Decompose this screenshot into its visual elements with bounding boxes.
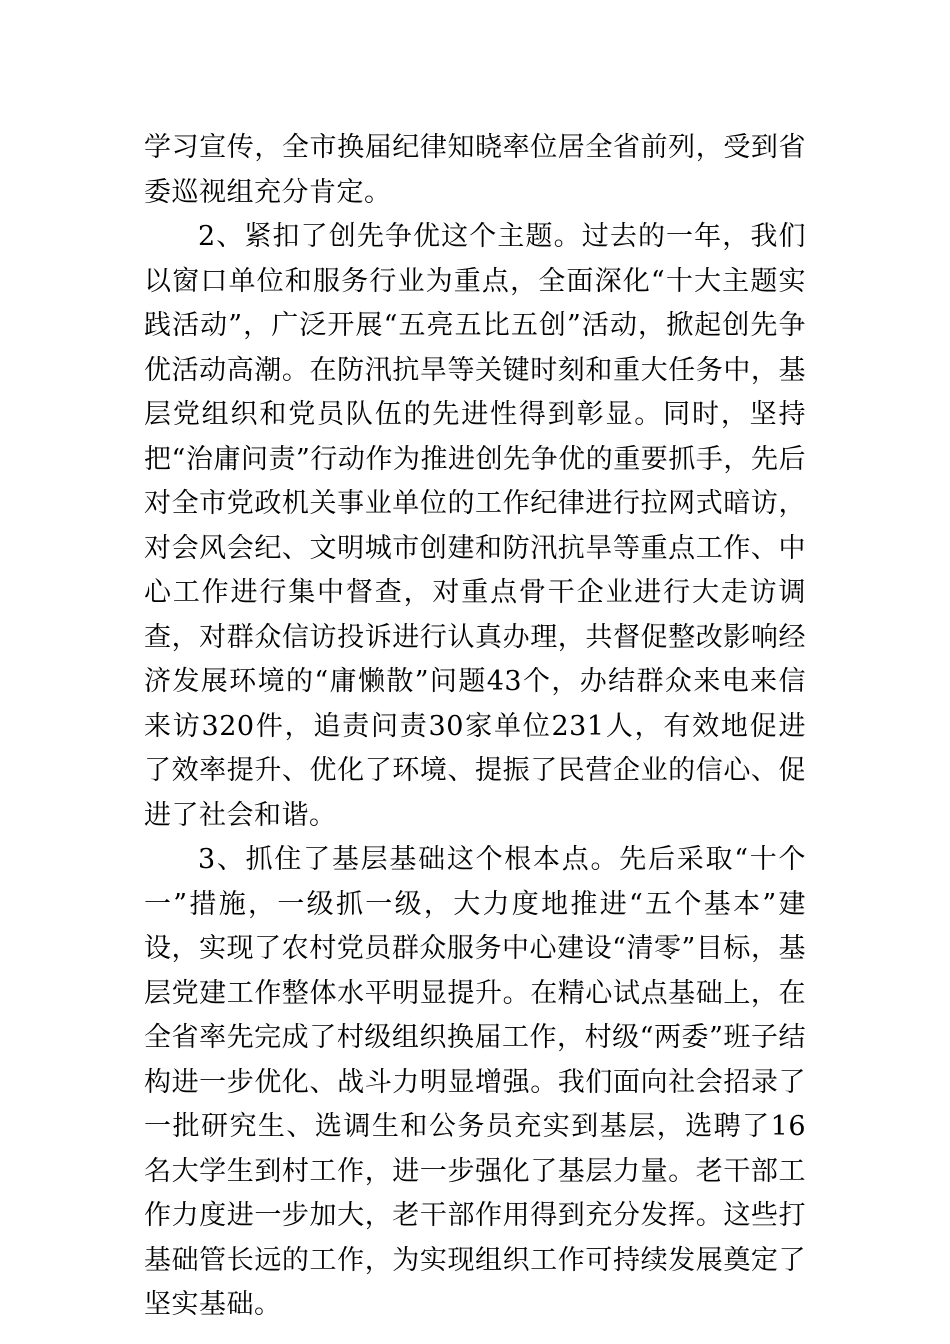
paragraph-item-2: 2、紧扣了创先争优这个主题。过去的一年，我们以窗口单位和服务行业为重点，全面深化“十大主题实践活动”，广泛开展“五亮五比五创”活动，掀起创先争优活动高潮。在防汛抗旱等关键时刻和重大任务中，基层党组织和党员队伍的先进性得到彰显。同时，坚持把“治庸问责”行动作为推进创先争优的重要抓手，先后对全市党政机关事业单位的工作纪律进行拉网式暗访，对会风会纪、文明城市创建和防汛抗旱等重点工作、中心工作进行集中督查，对重点骨干企业进行大走访调查，对群众信访投诉进行认真办理，共督促整改影响经济发展环境的“庸懒散”问题43个，办结群众来电来信来访320件，追责问责30家单位231人，有效地促进了效率提升、优化了环境、提振了民营企业的信心、促进了社会和谐。 — [144, 221, 806, 831]
paragraph-continuation: 学习宣传，全市换届纪律知晓率位居全省前列，受到省委巡视组充分肯定。 — [144, 132, 806, 208]
document-body — [144, 126, 806, 1328]
paragraph-item-3: 3、抓住了基层基础这个根本点。先后采取“十个一”措施，一级抓一级，大力度地推进“五个基本”建设，实现了农村党员群众服务中心建设“清零”目标，基层党建工作整体水平明显提升。在精心试点基础上，在全省率先完成了村级组织换届工作，村级“两委”班子结构进一步优化、战斗力明显增强。我们面向社会招录了一批研究生、选调生和公务员充实到基层，选聘了16名大学生到村工作，进一步强化了基层力量。老干部工作力度进一步加大，老干部作用得到充分发挥。这些打基础管长远的工作，为实现组织工作可持续发展奠定了坚实基础。 — [144, 844, 806, 1320]
